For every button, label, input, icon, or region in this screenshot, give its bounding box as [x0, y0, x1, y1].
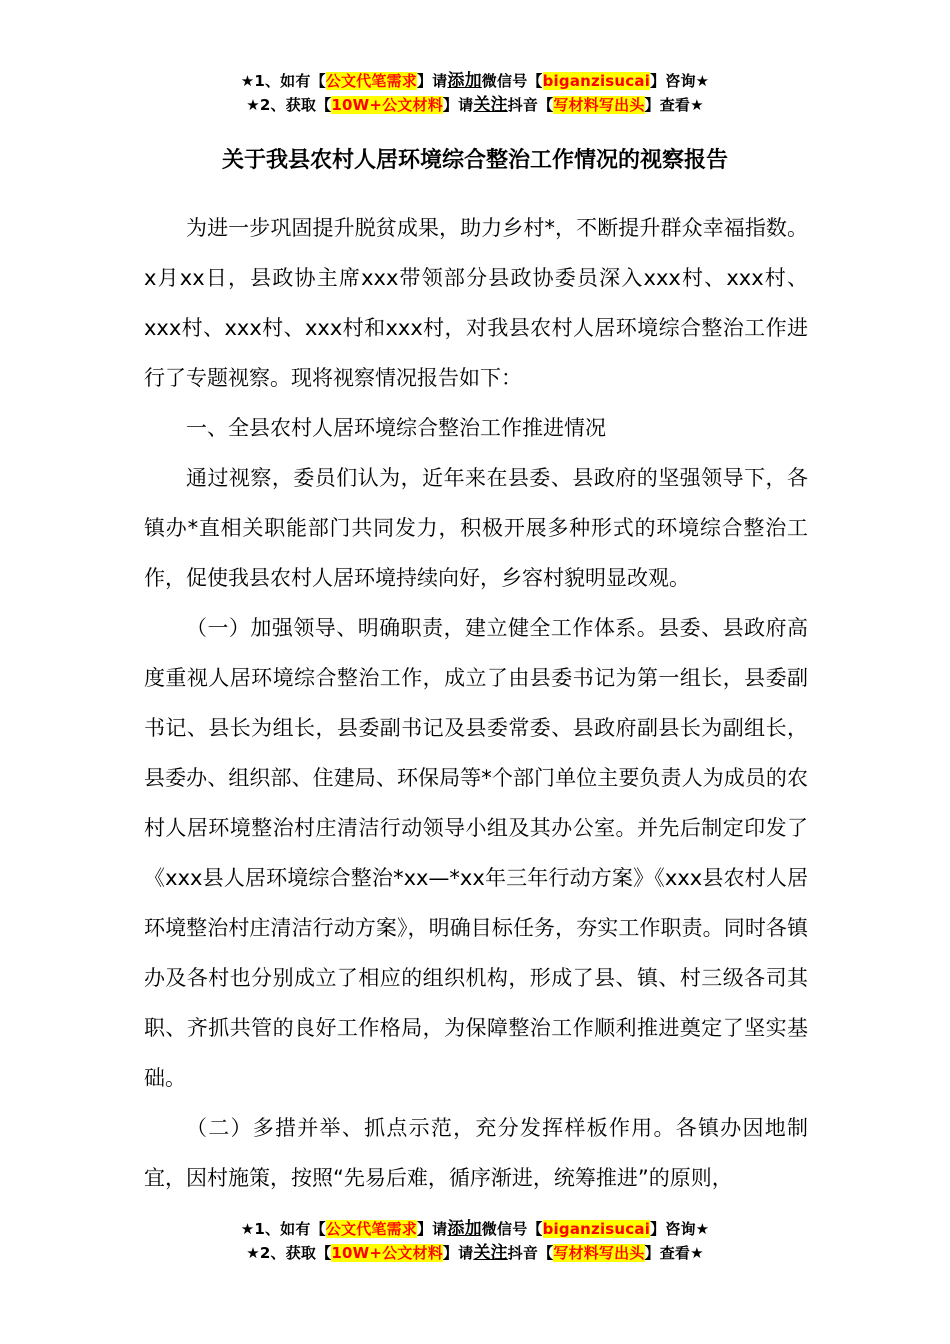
header-banner [0, 69, 950, 117]
document-title: 关于我县农村人居环境综合整治工作情况的视察报告 [221, 148, 728, 173]
highlight-service: 公文代笔需求 [325, 72, 417, 90]
document-body [144, 203, 808, 1203]
banner-line-1: ★1、如有【公文代笔需求】请添加微信号【biganzisucai】咨询★ [240, 71, 710, 91]
footer-highlight-service: 公文代笔需求 [325, 1220, 417, 1238]
footer-highlight-materials: 10W+公文材料 [331, 1244, 443, 1262]
highlight-materials: 10W+公文材料 [331, 96, 443, 114]
paragraph-intro: 为进一步巩固提升脱贫成果，助力乡村*，不断提升群众幸福指数。x月xx日，县政协主席xxx带领部分县政协委员深入xxx村、xxx村、xxx村、xxx村、xxx村和xxx村，对我县农村人居环境综合整治工作进行了专题视察。现将视察情况报告如下： [144, 216, 808, 390]
underlined-follow: 关注 [473, 95, 508, 115]
underlined-add: 添加 [447, 71, 482, 91]
footer-underlined-follow: 关注 [473, 1243, 508, 1263]
footer-banner [0, 1217, 950, 1265]
footer-line-2: ★2、获取【10W+公文材料】请关注抖音【写材料写出头】查看★ [246, 1243, 704, 1263]
section-heading-1: 一、全县农村人居环境综合整治工作推进情况 [186, 416, 606, 440]
paragraph-overview: 通过视察，委员们认为，近年来在县委、县政府的坚强领导下，各镇办*直相关职能部门共同发力，积极开展多种形式的环境综合整治工作，促使我县农村人居环境持续向好，乡容村貌明显改观。 [144, 466, 808, 590]
highlight-wechat-id: biganzisucai [542, 72, 651, 90]
highlight-douyin: 写材料写出头 [553, 96, 645, 114]
footer-highlight-wechat-id: biganzisucai [542, 1220, 651, 1238]
paragraph-point-1: （一）加强领导、明确职责，建立健全工作体系。县委、县政府高度重视人居环境综合整治工作，成立了由县委书记为第一组长，县委副书记、县长为组长，县委副书记及县委常委、县政府副县长为副组长，县委办、组织部、住建局、环保局等*个部门单位主要负责人为成员的农村人居环境整治村庄清洁行动领导小组及其办公室。并先后制定印发了《xxx县人居环境综合整治*xx—*xx年三年行动方案》《xxx县农村人居环境整治村庄清洁行动方案》，明确目标任务，夯实工作职责。同时各镇办及各村也分别成立了相应的组织机构，形成了县、镇、村三级各司其职、齐抓共管的良好工作格局，为保障整治工作顺利推进奠定了坚实基础。 [144, 616, 808, 1090]
footer-highlight-douyin: 写材料写出头 [553, 1244, 645, 1262]
banner-line-2: ★2、获取【10W+公文材料】请关注抖音【写材料写出头】查看★ [246, 95, 704, 115]
footer-underlined-add: 添加 [447, 1219, 482, 1239]
footer-line-1: ★1、如有【公文代笔需求】请添加微信号【biganzisucai】咨询★ [240, 1219, 710, 1239]
paragraph-point-2: （二）多措并举、抓点示范，充分发挥样板作用。各镇办因地制宜，因村施策，按照“先易后难，循序渐进，统筹推进”的原则， [144, 1116, 808, 1190]
